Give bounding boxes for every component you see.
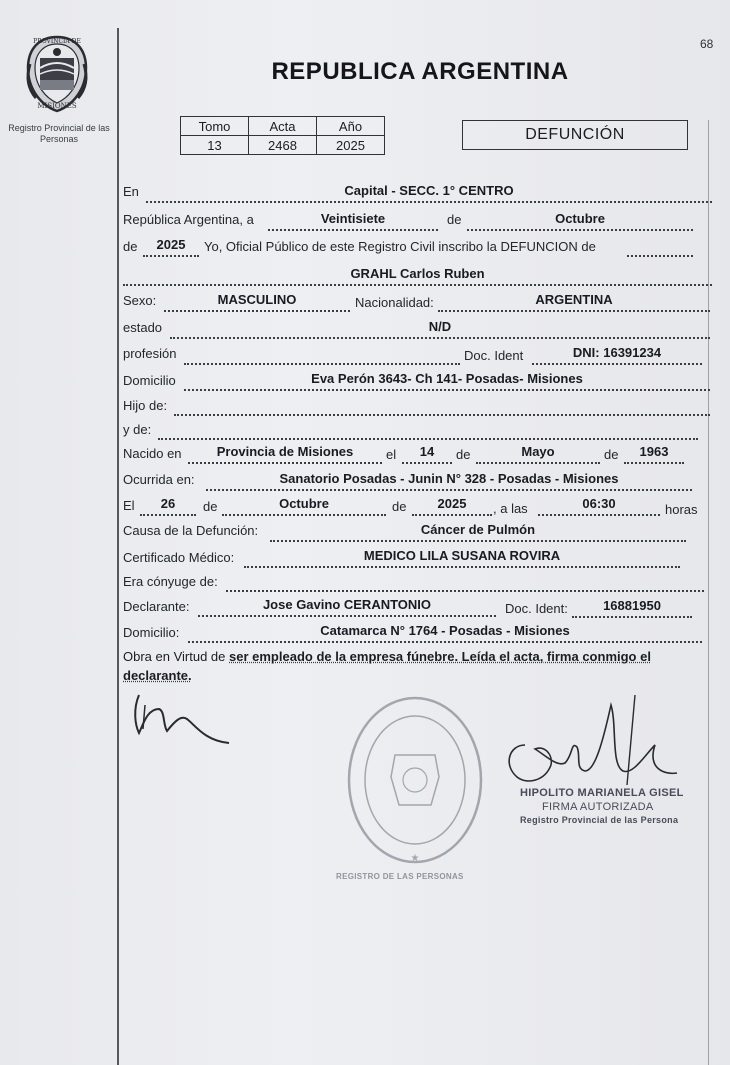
signature-area [125, 685, 685, 875]
field-conyuge [226, 572, 704, 592]
field-hijo-de [174, 396, 710, 416]
field-blank-oficial [627, 237, 693, 257]
label-el: el [386, 447, 397, 462]
field-declarante-doc: 16881950 [572, 598, 692, 618]
official-seal-icon [349, 698, 481, 864]
crest-text-top: PROVINCIA DE [33, 38, 81, 45]
obra-en-virtud [123, 647, 703, 685]
label-profesion: profesión [123, 346, 177, 361]
label-oficial: Yo, Oficial Público de este Registro Civil inscribo la DEFUNCION de [204, 239, 596, 254]
field-y-de [158, 420, 698, 440]
label-conyuge: Era cónyuge de: [123, 574, 218, 589]
field-def-anio: 2025 [412, 496, 492, 516]
tomo-value: 13 [181, 136, 249, 155]
label-el-cap: El [123, 498, 135, 513]
anio-header: Año [317, 117, 385, 136]
seal-text: REGISTRO DE LAS PERSONAS [336, 872, 464, 881]
acta-value: 2468 [249, 136, 317, 155]
field-nacionalidad: ARGENTINA [438, 292, 710, 312]
field-anio: 2025 [143, 237, 199, 257]
tomo-header: Tomo [181, 117, 249, 136]
label-hijo-de: Hijo de: [123, 398, 168, 413]
crest-text-bottom: MISIONES [37, 102, 77, 110]
label-obra: Obra en Virtud de [123, 649, 226, 664]
label-ocurrida-en: Ocurrida en: [123, 472, 195, 487]
field-dni: DNI: 16391234 [532, 345, 702, 365]
field-mes: Octubre [467, 211, 693, 231]
signer-org: Registro Provincial de las Persona [520, 815, 679, 825]
label-certificado: Certificado Médico: [123, 550, 235, 565]
book-reference-table [180, 116, 385, 155]
label-a-las: , a las [493, 501, 528, 516]
label-domicilio2: Domicilio: [123, 625, 180, 640]
provincial-crest-icon [22, 34, 92, 114]
page-title: REPUBLICA ARGENTINA [271, 58, 569, 85]
field-def-dia: 26 [140, 496, 196, 516]
field-causa: Cáncer de Pulmón [270, 522, 686, 542]
acta-header: Acta [249, 117, 317, 136]
label-republica: República Argentina, a [123, 212, 254, 227]
field-declarante-domicilio: Catamarca N° 1764 - Posadas - Misiones [188, 623, 702, 643]
field-estado: N/D [170, 319, 710, 339]
label-declarante: Declarante: [123, 599, 190, 614]
signer-name: HIPOLITO MARIANELA GISEL [520, 787, 684, 799]
field-lugar: Capital - SECC. 1° CENTRO [146, 183, 712, 203]
field-profesion [184, 345, 460, 365]
label-sexo: Sexo: [123, 293, 157, 308]
label-nacido-en: Nacido en [123, 446, 182, 461]
label-y-de: y de: [123, 422, 152, 437]
label-de: de [447, 212, 462, 227]
label-de-d2: de [392, 499, 407, 514]
field-dia-letras: Veintisiete [268, 211, 438, 231]
label-nacionalidad: Nacionalidad: [355, 295, 434, 310]
field-nac-mes: Mayo [476, 444, 600, 464]
declarant-signature-icon [135, 695, 229, 743]
field-def-hora: 06:30 [538, 496, 660, 516]
margin-divider [117, 28, 119, 1065]
page-number: 68 [700, 37, 714, 51]
record-type-box: DEFUNCIÓN [462, 120, 688, 150]
label-horas: horas [665, 502, 698, 517]
label-en: En [123, 184, 139, 199]
right-edge [708, 120, 709, 1065]
label-domicilio: Domicilio [123, 373, 176, 388]
officer-signature-icon [509, 705, 677, 781]
label-causa: Causa de la Defunción: [123, 523, 259, 538]
field-nac-anio: 1963 [624, 444, 684, 464]
field-fallecido: GRAHL Carlos Ruben [123, 266, 712, 286]
label-estado: estado [123, 320, 163, 335]
label-doc-ident: Doc. Ident [464, 348, 524, 363]
signer-role: FIRMA AUTORIZADA [542, 801, 654, 813]
field-ocurrida-en: Sanatorio Posadas - Junin N° 328 - Posadas - Misiones [206, 471, 692, 491]
label-doc-ident2: Doc. Ident: [505, 601, 568, 616]
label-de-d1: de [203, 499, 218, 514]
field-sexo: MASCULINO [164, 292, 350, 312]
field-def-mes: Octubre [222, 496, 386, 516]
field-domicilio: Eva Perón 3643- Ch 141- Posadas- Misiones [184, 371, 710, 391]
field-nacido-en: Provincia de Misiones [188, 444, 382, 464]
registry-name: Registro Provincial de las Personas [8, 123, 110, 144]
field-certificado: MEDICO LILA SUSANA ROVIRA [244, 548, 680, 568]
label-de-n1: de [456, 447, 471, 462]
label-de2: de [123, 239, 138, 254]
left-margin [0, 0, 118, 1065]
label-de-n2: de [604, 447, 619, 462]
anio-value: 2025 [317, 136, 385, 155]
field-obra: ser empleado de la empresa fúnebre. Leída el acta, firma conmigo el declarante. [123, 649, 651, 683]
field-nac-dia: 14 [402, 444, 452, 464]
svg-text:★: ★ [410, 853, 420, 864]
field-declarante: Jose Gavino CERANTONIO [198, 597, 496, 617]
